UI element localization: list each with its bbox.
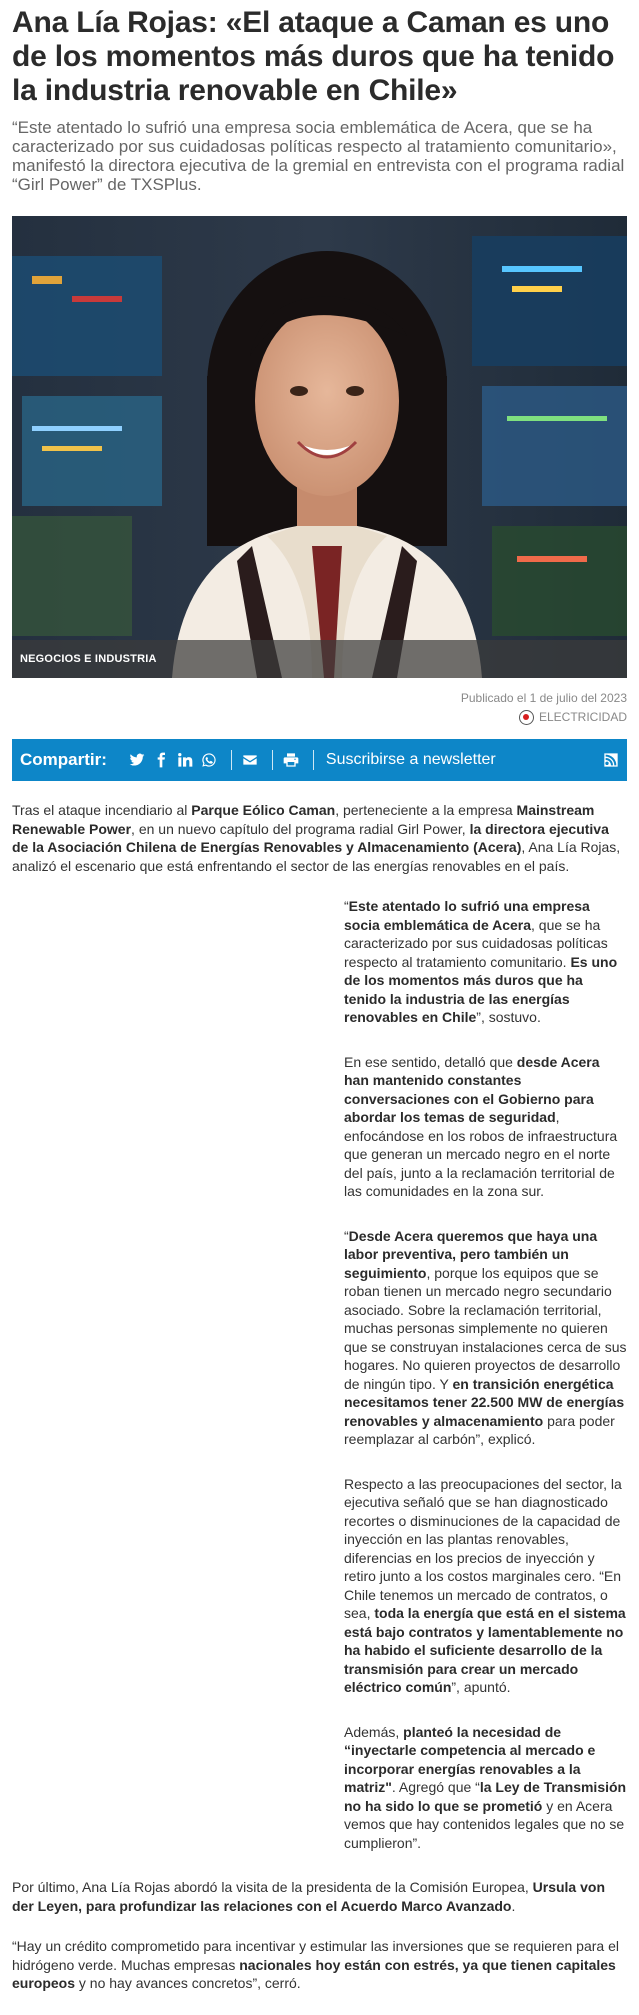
whatsapp-icon[interactable] — [199, 750, 219, 770]
article-hero-image — [12, 216, 627, 678]
publish-date: Publicado el 1 de julio del 2023 — [460, 691, 627, 705]
bold-text-run: Desde Acera queremos que haya una labor preventiva, pero también un seguimiento — [344, 1227, 598, 1281]
twitter-icon[interactable] — [127, 750, 147, 770]
bold-text-run: Es uno de los momentos más duros que ha tenido la industria de las energías renovables en Chile — [344, 953, 618, 1025]
text-run: ”, sostuvo. — [476, 1009, 541, 1025]
share-label: Compartir: — [20, 750, 107, 769]
newsletter-link[interactable]: Suscribirse a newsletter — [325, 751, 496, 768]
category-label: ELECTRICIDAD — [538, 710, 627, 724]
category-link[interactable] — [519, 709, 627, 725]
print-icon[interactable] — [281, 750, 301, 770]
share-divider — [313, 750, 314, 770]
text-run: Por último, Ana Lía Rojas abordó la visita de la presidenta de la Comisión Europea, — [12, 1879, 533, 1895]
text-run: Tras el ataque incendiario al — [12, 802, 192, 818]
linkedin-icon[interactable] — [175, 750, 195, 770]
text-run: , Ana Lía Rojas, analizó el escenario que está enfrentando el sector de las energías renovables en el país. — [12, 839, 621, 874]
text-run: y en Acera vemos que hay contenidos legales que no se cumplieron”. — [344, 1797, 625, 1851]
facebook-icon[interactable] — [151, 750, 171, 770]
paragraph-1 — [12, 801, 627, 875]
text-run: . Agregó que “ — [391, 1779, 480, 1795]
portrait-illustration — [12, 216, 627, 678]
rss-icon[interactable] — [603, 752, 619, 768]
paragraph-2 — [344, 897, 627, 1027]
electricity-category-icon — [519, 710, 534, 725]
bold-text-run: nacionales hoy están con estrés, ya que tienen capitales europeos — [12, 1956, 616, 1991]
text-run: , enfocándose en los robos de infraestructura que generan un mercado negro en el norte del país, junto a la reclamación territorial de las comunidades en la zona sur. — [344, 1109, 618, 1199]
paragraph-4 — [344, 1227, 627, 1449]
paragraph-5 — [344, 1475, 627, 1697]
narrow-column — [344, 897, 627, 1852]
paragraph-7 — [12, 1878, 627, 1915]
text-run: , en un nuevo capítulo del programa radial Girl Power, — [131, 820, 470, 837]
text-run: Respecto a las preocupaciones del sector, la ejecutiva señaló que se han diagnosticado recortes o disminuciones de la capacidad de inyección en las plantas renovables, diferencias en los precios de inyección y retiro junto a los costos marginales cero. “En Chile tenemos un mercado de contratos, o sea, — [344, 1475, 622, 1621]
bold-text-run: desde Acera han mantenido constantes conversaciones con el Gobierno para abordar los temas de seguridad — [344, 1053, 600, 1125]
bold-text-run: en transición energética necesitamos tener 22.500 MW de energías renovables y almacenamiento — [344, 1375, 625, 1429]
text-run: , porque los equipos que se roban tienen un mercado negro secundario asociado. Sobre la reclamación territorial, muchas personas simplemente no quieren que se construyan instalaciones cerca de sus hogares. No quieren proyectos de desarrollo de ningún tipo. Y — [344, 1264, 627, 1392]
bold-text-run: la directora ejecutiva de la Asociación Chilena de Energías Renovables y Almacenamiento (Acera) — [12, 820, 609, 855]
text-run: Además, — [344, 1723, 404, 1740]
bold-text-run: Mainstream Renewable Power — [12, 802, 595, 837]
article-title: Ana Lía Rojas: «El ataque a Caman es uno de los momentos más duros que ha tenido la industria renovable en Chile» — [12, 6, 615, 107]
bold-text-run: toda la energía que está en el sistema está bajo contratos y lamentablemente no ha habido el suficiente desarrollo de la transmisión para crear un mercado eléctrico común — [344, 1605, 626, 1695]
paragraph-6 — [344, 1723, 627, 1853]
bold-text-run: Ursula von der Leyen, para profundizar las relaciones con el Acuerdo Marco Avanzado — [12, 1879, 605, 1914]
bold-text-run: la Ley de Transmisión no ha sido lo que se prometió — [344, 1779, 627, 1814]
text-run: En ese sentido, detalló que — [344, 1053, 517, 1070]
share-bar — [12, 739, 627, 781]
text-run: “Hay un crédito comprometido para incentivar y estimular las inversiones que se requieren para el hidrógeno verde. Muchas empresas — [12, 1938, 619, 1973]
text-run: para poder reemplazar al carbón”, explicó. — [344, 1412, 615, 1447]
text-run: “ — [344, 898, 349, 914]
article-lede: “Este atentado lo sufrió una empresa socia emblemática de Acera, que se ha caracterizado por sus cuidadosas políticas respecto al tratamiento comunitario», manifestó la directora ejecutiva de la gremial en entrevista con el programa radial “Girl Power” de TXSPlus. — [12, 118, 625, 194]
article-meta — [12, 690, 627, 725]
bold-text-run: Parque Eólico Caman — [191, 802, 336, 818]
email-icon[interactable] — [240, 750, 260, 770]
paragraph-3 — [344, 1053, 627, 1201]
text-run: ”, apuntó. — [451, 1679, 511, 1695]
bold-text-run: Este atentado lo sufrió una empresa socia emblemática de Acera — [344, 898, 590, 933]
text-run: , perteneciente a la empresa — [335, 802, 517, 818]
text-run: “ — [344, 1227, 349, 1244]
bold-text-run: planteó la necesidad de “inyectarle competencia al mercado e incorporar energías renovables a la matriz" — [344, 1723, 596, 1795]
text-run: y no hay avances concretos”, cerró. — [75, 1975, 301, 1991]
image-caption-bar — [12, 640, 627, 678]
text-run: , que se ha caracterizado por sus cuidadosas políticas respecto al tratamiento comunitario. — [344, 916, 608, 970]
share-divider — [272, 750, 273, 770]
article-body — [12, 801, 627, 1993]
paragraph-8 — [12, 1937, 627, 1993]
image-caption: NEGOCIOS E INDUSTRIA — [20, 653, 157, 665]
share-divider — [231, 750, 232, 770]
text-run: . — [511, 1897, 516, 1914]
